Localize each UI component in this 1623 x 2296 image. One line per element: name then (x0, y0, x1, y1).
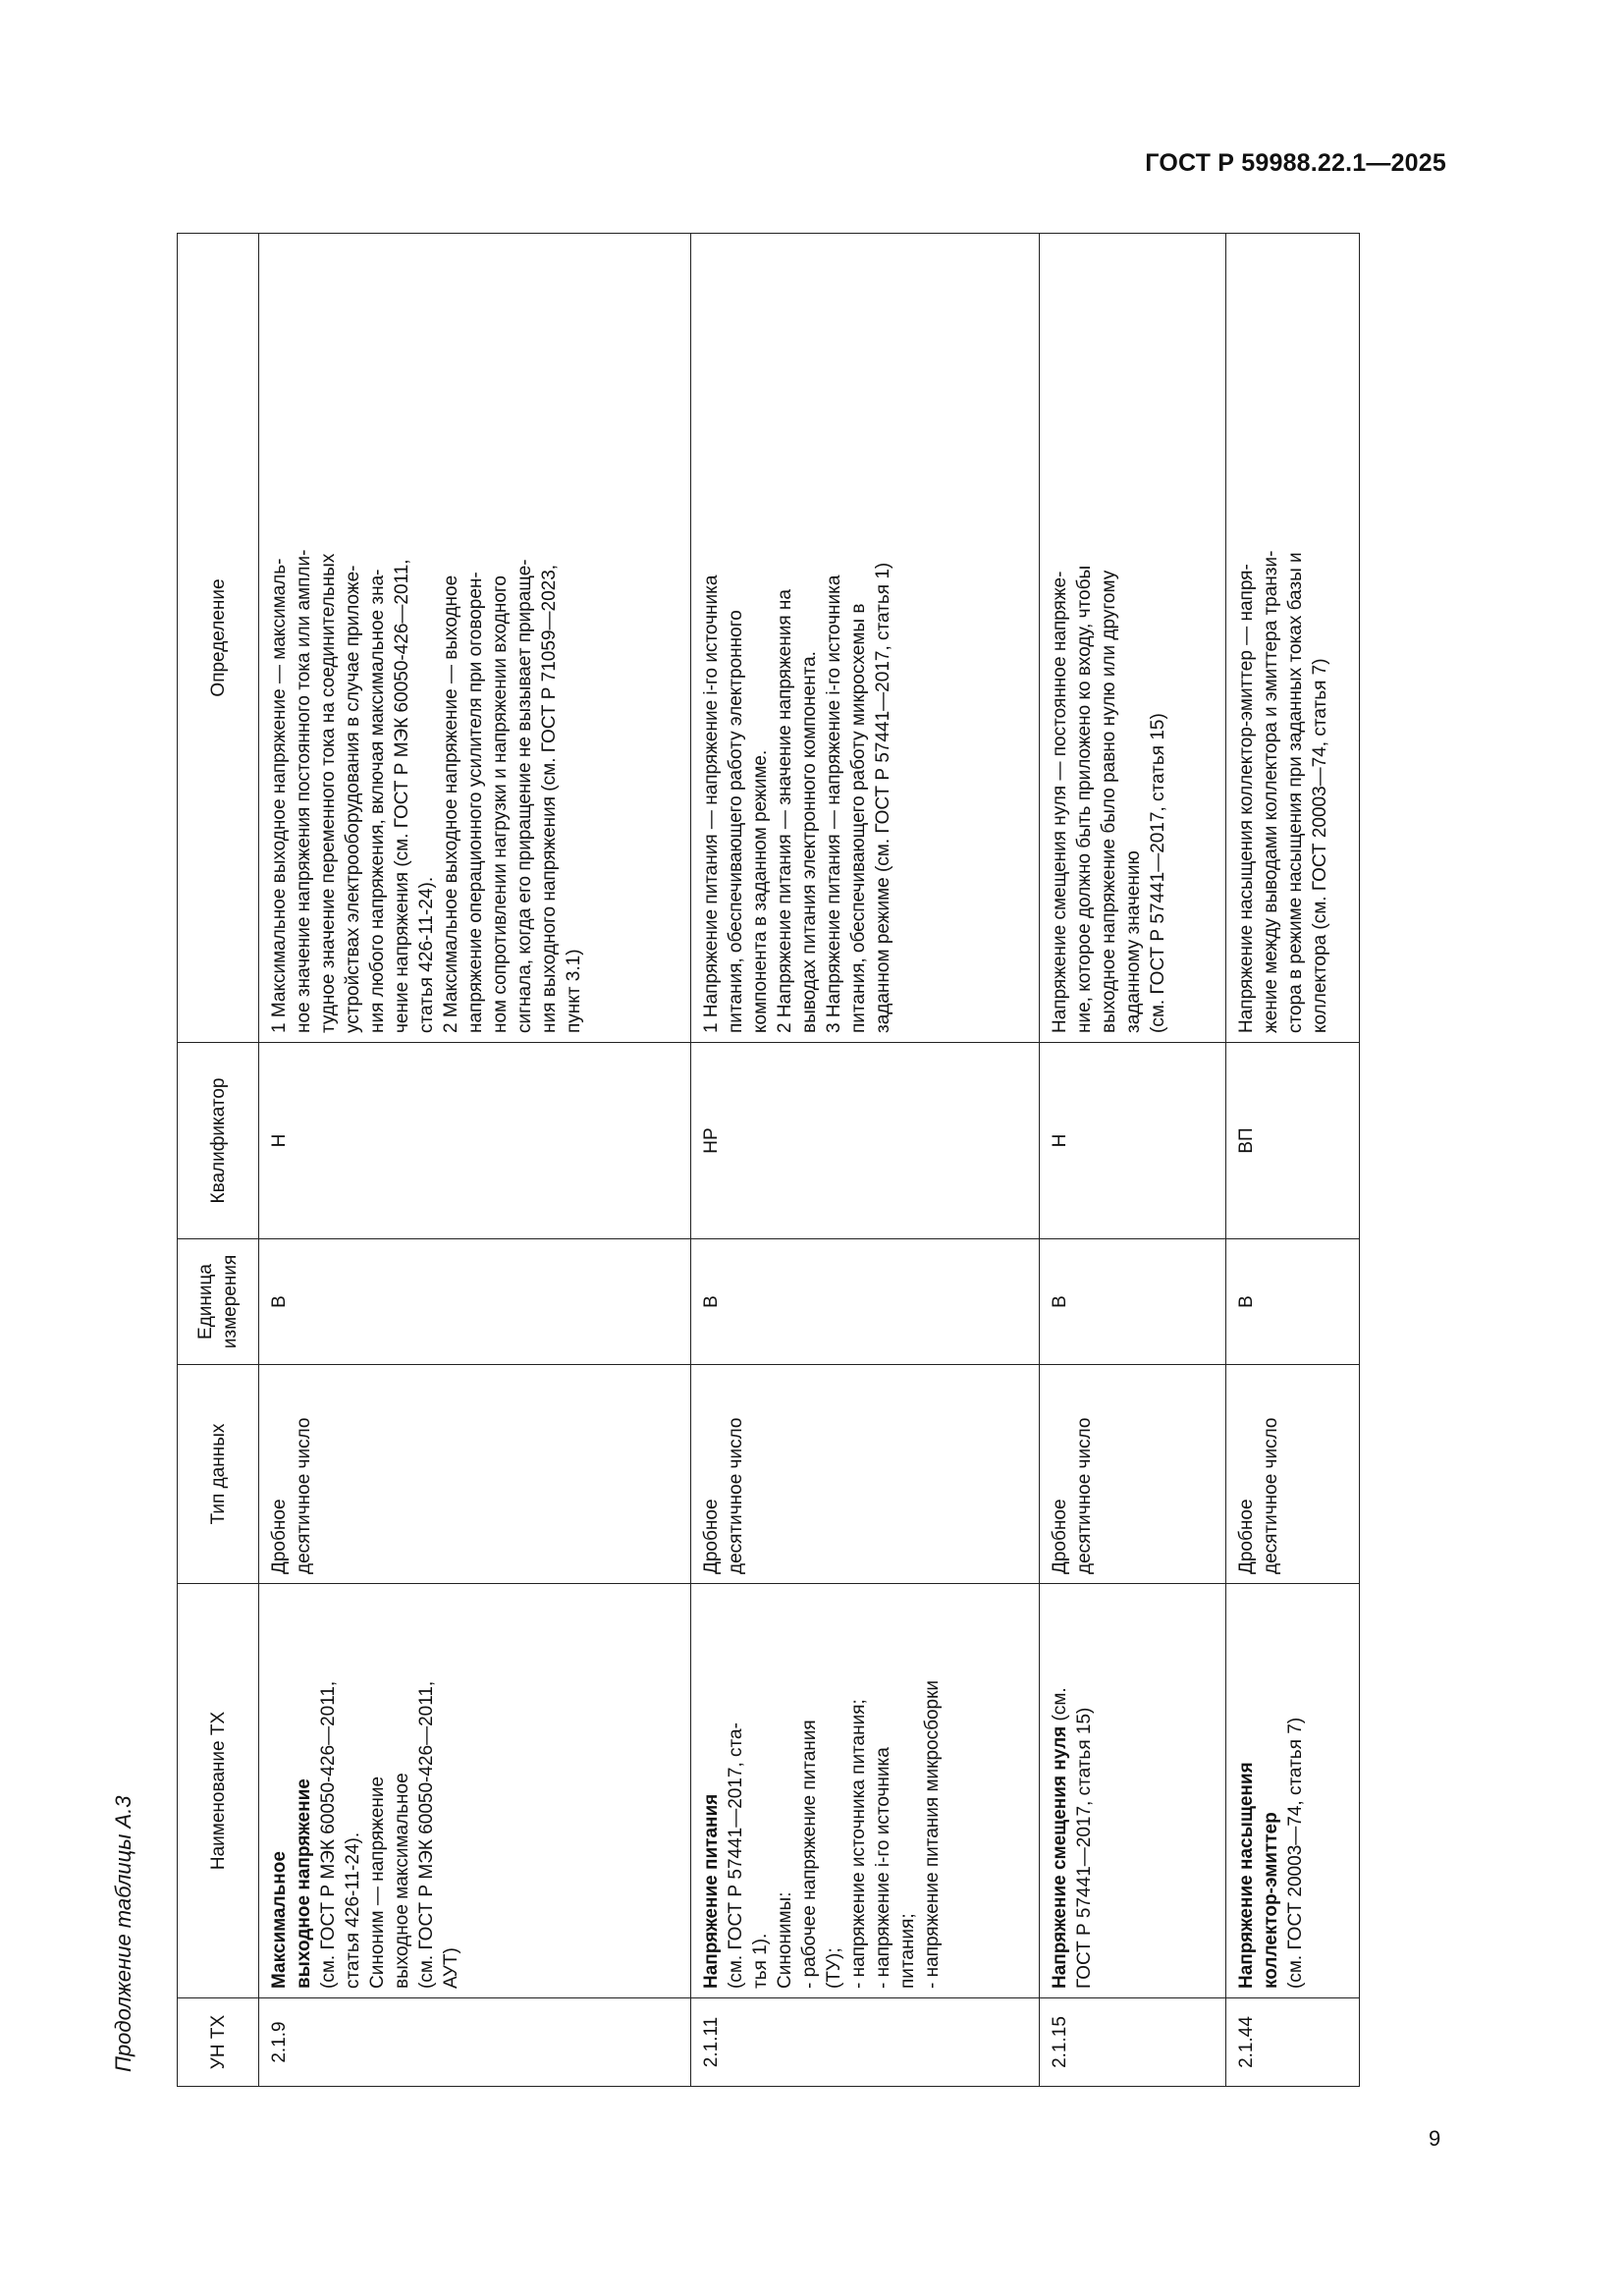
definition-line: коллектора (см. ГОСТ 20003—74, статья 7) (1310, 658, 1330, 1033)
type-line: десятичное число (294, 1417, 314, 1574)
row-qualifier: Н (259, 1043, 691, 1239)
name-line: АУТ) (441, 1947, 461, 1989)
name-line: выходное максимальное (392, 1773, 412, 1989)
definition-line: Напряжение смещения нуля — постоянное напряже- (1050, 571, 1070, 1033)
row-code: 2.1.44 (1226, 1998, 1360, 2087)
table-header-row (178, 234, 259, 2087)
row-name (691, 1584, 1040, 1998)
definition-line: сигнала, когда его приращение не вызывает прираще- (514, 559, 535, 1033)
row-definition (1226, 234, 1360, 1043)
row-qualifier: ВП (1226, 1043, 1360, 1239)
definition-line: компонента в заданном режиме. (750, 749, 771, 1033)
name-line: Напряжение насыщения (1236, 1762, 1257, 1989)
name-line: тья 1). (750, 1933, 771, 1989)
definition-line: 1 Напряжение питания — напряжение i-го источника (701, 574, 722, 1033)
col-header-code: УН ТХ (178, 1998, 259, 2087)
definition-line: тудное значение переменного тока на соединительных (318, 553, 339, 1033)
definition-line: статья 426-11-24). (416, 876, 437, 1033)
type-line: десятичное число (726, 1417, 746, 1574)
row-type (691, 1365, 1040, 1584)
row-name (259, 1584, 691, 1998)
name-line: - напряжение i-го источника (873, 1747, 893, 1989)
row-definition (259, 234, 691, 1043)
name-line: Синонимы: (775, 1891, 795, 1989)
definition-line: жение между выводами коллектора и эмиттера транзи- (1261, 550, 1281, 1033)
row-unit: В (1226, 1239, 1360, 1365)
definition-line: заданном режиме (см. ГОСТ Р 57441—2017, статья 1) (873, 562, 893, 1033)
row-code: 2.1.9 (259, 1998, 691, 2087)
name-line: Напряжение питания (701, 1793, 722, 1989)
row-type (1040, 1365, 1226, 1584)
row-type (1226, 1365, 1360, 1584)
definition-line: ние, которое должно быть приложено ко входу, чтобы (1074, 565, 1095, 1033)
row-unit: В (691, 1239, 1040, 1365)
row-code: 2.1.11 (691, 1998, 1040, 2087)
name-line: (ТУ); (824, 1947, 844, 1989)
type-line: десятичное число (1261, 1417, 1281, 1574)
definition-line: 1 Максимальное выходное напряжение — максималь- (269, 558, 290, 1033)
definition-line: питания, обеспечивающего работу микросхемы в (848, 603, 869, 1033)
row-definition (691, 234, 1040, 1043)
type-line: Дробное (1050, 1499, 1070, 1574)
name-line: (см. ГОСТ Р МЭК 60050-426—2011, (318, 1680, 339, 1989)
col-header-type: Тип данных (178, 1365, 259, 1584)
definition-line: напряжение операционного усилителя при оговорен- (465, 572, 486, 1033)
definition-line: Напряжение насыщения коллектор-эмиттер — напря- (1236, 564, 1257, 1033)
table-row (259, 234, 691, 2087)
name-line: (см. ГОСТ 20003—74, статья 7) (1285, 1717, 1306, 1989)
row-definition (1040, 234, 1226, 1043)
row-name (1040, 1584, 1226, 1998)
name-line: выходное напряжение (294, 1778, 314, 1989)
table-caption: Продолжение таблицы А.3 (111, 1795, 135, 2072)
name-line: питания; (897, 1913, 918, 1989)
definition-line: выходное напряжение было равно нулю или другому (1099, 570, 1119, 1033)
document-header: ГОСТ Р 59988.22.1—2025 (1145, 149, 1446, 177)
definition-line: 2 Максимальное выходное напряжение — выходное (441, 574, 461, 1033)
definition-line: (см. ГОСТ Р 57441—2017, статья 15) (1148, 713, 1168, 1033)
type-line: Дробное (269, 1499, 290, 1574)
definition-line: чение напряжения (см. ГОСТ Р МЭК 60050-426—2011, (392, 559, 412, 1033)
definition-line: ния любого напряжения, включая максимальное зна- (367, 569, 388, 1033)
table-row (1040, 234, 1226, 2087)
row-type (259, 1365, 691, 1584)
rotated-table-container (177, 234, 1360, 2087)
name-line: статья 426-11-24). (343, 1831, 363, 1989)
table-row (691, 234, 1040, 2087)
name-line: коллектор-эмиттер (1261, 1812, 1281, 1989)
row-qualifier: НР (691, 1043, 1040, 1239)
name-line: Максимальное (269, 1851, 290, 1989)
definition-line: устройствах электрооборудования в случае приложе- (343, 565, 363, 1033)
row-code: 2.1.15 (1040, 1998, 1226, 2087)
definition-line: стора в режиме насыщения при заданных токах базы и (1285, 552, 1306, 1033)
type-line: Дробное (701, 1499, 722, 1574)
definition-line: ном сопротивлении нагрузки и напряжении входного (490, 575, 511, 1033)
type-line: десятичное число (1074, 1417, 1095, 1574)
col-header-name: Наименование ТХ (178, 1584, 259, 1998)
col-header-definition: Определение (178, 234, 259, 1043)
row-name (1226, 1584, 1360, 1998)
name-line: Синоним — напряжение (367, 1776, 388, 1989)
row-unit: В (1040, 1239, 1226, 1365)
row-unit: В (259, 1239, 691, 1365)
definition-line: выводах питания электронного компонента. (799, 651, 820, 1033)
definition-line: заданному значению (1123, 850, 1144, 1033)
name-line: - напряжение источника питания; (848, 1699, 869, 1989)
definition-line: питания, обеспечивающего работу электронного (726, 610, 746, 1033)
definition-line: пункт 3.1) (564, 949, 584, 1033)
name-line: - рабочее напряжение питания (799, 1720, 820, 1989)
name-line: - напряжение питания микросборки (922, 1679, 943, 1989)
type-line: Дробное (1236, 1499, 1257, 1574)
table-row (1226, 234, 1360, 2087)
definition-line: 2 Напряжение питания — значение напряжения на (775, 589, 795, 1033)
col-header-qualifier: Квалификатор (178, 1043, 259, 1239)
name-line: (см. ГОСТ Р МЭК 60050-426—2011, (416, 1680, 437, 1989)
terms-table (177, 233, 1360, 2087)
name-bold: Напряжение смещения нуля (1050, 1725, 1070, 1989)
definition-line: 3 Напряжение питания — напряжение i-го источника (824, 574, 844, 1033)
name-ref: (см. (1050, 1687, 1070, 1722)
row-qualifier: Н (1040, 1043, 1226, 1239)
page-number: 9 (1429, 2126, 1441, 2151)
name-line (1048, 1593, 1072, 1989)
col-header-unit: Единица измерения (178, 1239, 259, 1365)
definition-line: ния выходного напряжения (см. ГОСТ Р 71059—2023, (539, 564, 560, 1033)
definition-line: ное значение напряжения постоянного тока или ампли- (294, 549, 314, 1033)
name-line: (см. ГОСТ Р 57441—2017, ста- (726, 1722, 746, 1989)
name-line: ГОСТ Р 57441—2017, статья 15) (1074, 1707, 1095, 1989)
